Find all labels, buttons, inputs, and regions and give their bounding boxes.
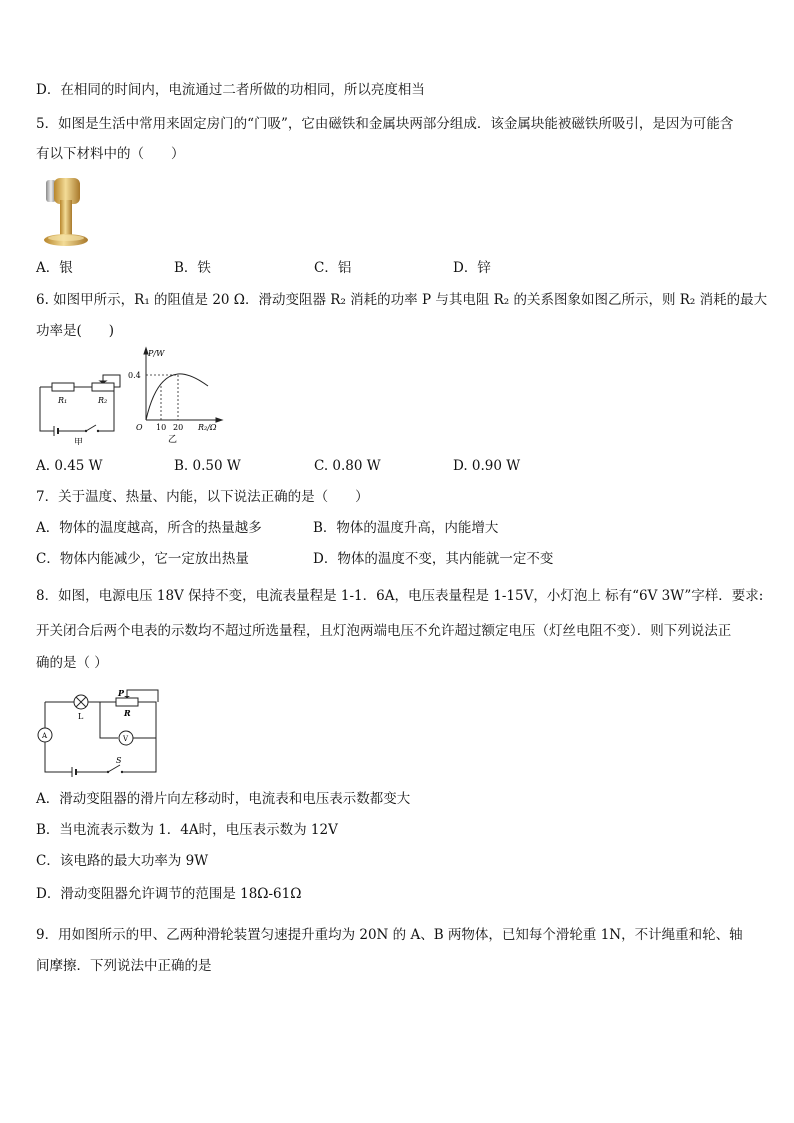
q9-stem-line2: 间摩擦．下列说法中正确的是 (36, 958, 212, 974)
q8-option-b: B．当电流表示数为 1．4A时，电压表示数为 12V (36, 822, 338, 838)
q5-option-a: A．银 (36, 260, 73, 276)
q8-option-d: D．滑动变阻器允许调节的范围是 18Ω-61Ω (36, 886, 302, 902)
q5-option-b: B．铁 (174, 260, 211, 276)
q9-stem-line1: 9．用如图所示的甲、乙两种滑轮装置匀速提升重均为 20N 的 A、B 两物体，已知每个滑轮重 1N，不计绳重和轮、轴 (36, 927, 743, 943)
q6-option-a: A. 0.45 W (36, 458, 103, 474)
q6-caption-jia: 甲 (74, 438, 84, 445)
q6-graph-ytick: 0.4 (128, 371, 141, 380)
q8-switch-label: S (116, 756, 122, 765)
q6-circuit-diagram-jia (36, 365, 126, 449)
q7-option-d: D．物体的温度不变，其内能就一定不变 (313, 551, 554, 567)
q8-ammeter-label: A (42, 732, 48, 740)
q8-option-a: A．滑动变阻器的滑片向左移动时，电流表和电压表示数都变大 (36, 791, 411, 807)
q6-graph-xtick-20: 20 (173, 423, 184, 432)
q5-stem-line1: 5．如图是生活中常用来固定房门的“门吸”，它由磁铁和金属块两部分组成．该金属块能被磁铁所吸引，是因为可能含 (36, 116, 734, 132)
q8-lamp-l-label: L (78, 712, 84, 721)
q8-option-c: C．该电路的最大功率为 9W (36, 853, 209, 869)
q5-option-c: C．铝 (314, 260, 352, 276)
q6-option-b: B. 0.50 W (174, 458, 241, 474)
q8-stem-line2: 开关闭合后两个电表的示数均不超过所选量程，且灯泡两端电压不允许超过额定电压（灯丝电阻不变）．则下列说法正 (36, 623, 732, 639)
q8-stem-line1: 8．如图，电源电压 18V 保持不变，电流表量程是 1-1．6A，电压表量程是 1-15V，小灯泡上 标有“6V 3W”字样．要求: (36, 588, 764, 604)
q8-slider-p-label: P (118, 688, 125, 698)
q6-r1-label: R₁ (58, 396, 68, 405)
q6-r2-label: R₂ (98, 396, 108, 405)
q6-graph-origin: O (136, 423, 143, 432)
q6-caption-yi: 乙 (168, 435, 178, 445)
q6-graph-xtick-10: 10 (156, 423, 167, 432)
q5-option-d: D．锌 (453, 260, 491, 276)
q8-circuit-diagram (34, 686, 164, 782)
q7-option-c: C．物体内能减少，它一定放出热量 (36, 551, 249, 567)
q7-option-b: B．物体的温度升高，内能增大 (313, 520, 499, 536)
q6-stem-line2: 功率是( ) (36, 323, 115, 339)
q8-stem-line3: 确的是（ ） (36, 655, 108, 671)
q6-option-d: D. 0.90 W (453, 458, 521, 474)
q7-option-a: A．物体的温度越高，所含的热量越多 (36, 520, 262, 536)
q6-power-graph-yi (128, 346, 228, 450)
door-stopper-photo (40, 172, 92, 254)
q6-graph-ylabel: P/W (148, 349, 165, 358)
q8-rheostat-r-label: R (124, 708, 131, 718)
q4-option-d: D．在相同的时间内，电流通过二者所做的功相同，所以亮度相当 (36, 82, 425, 98)
q5-stem-line2: 有以下材料中的（ ） (36, 146, 185, 162)
q6-stem-line1: 6. 如图甲所示，R₁ 的阻值是 20 Ω．滑动变阻器 R₂ 消耗的功率 P 与其电阻 R₂ 的关系图象如图乙所示，则 R₂ 消耗的最大 (36, 292, 768, 308)
q6-graph-xlabel: R₂/Ω (198, 423, 217, 432)
q6-option-c: C. 0.80 W (314, 458, 381, 474)
q8-voltmeter-label: V (123, 735, 129, 743)
q7-stem: 7．关于温度、热量、内能，以下说法正确的是（ ） (36, 489, 369, 505)
